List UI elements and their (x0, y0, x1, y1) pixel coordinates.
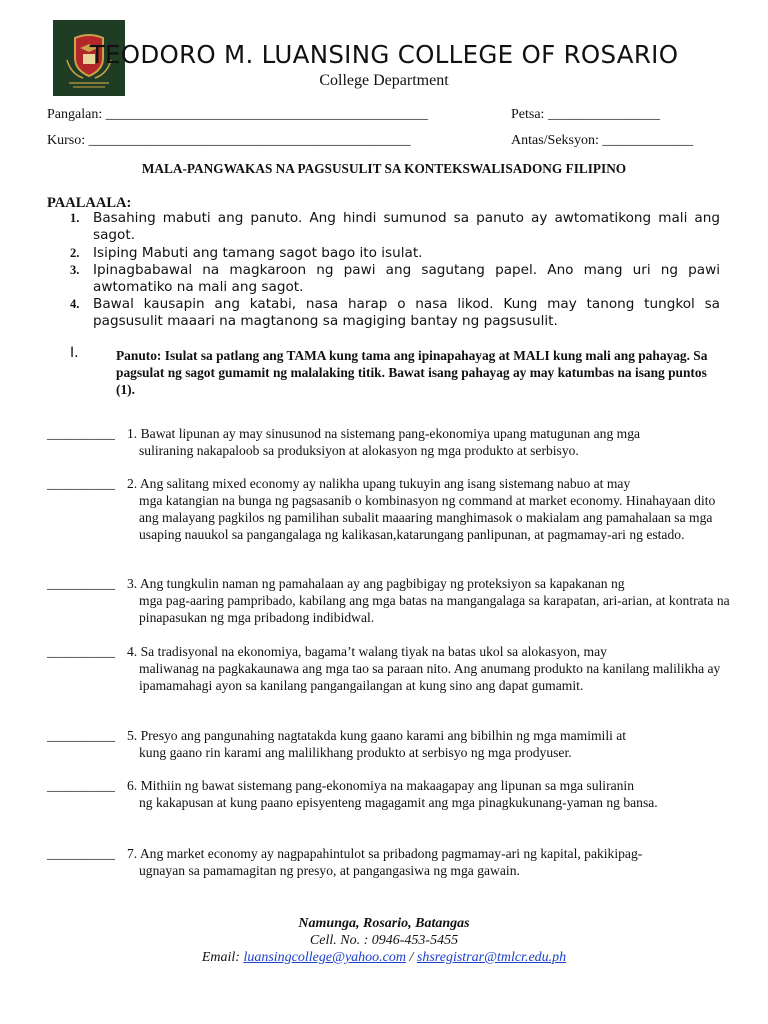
question-text-cont: suliraning nakapaloob sa produksiyon at alokasyon ng mga produkto at serbisyo. (139, 443, 579, 458)
reminder-item (70, 210, 720, 244)
course-field[interactable]: Kurso: ______________________________________________ (47, 133, 411, 148)
reminder-text: Basahing mabuti ang panuto. Ang hindi sumunod sa panuto ay awtomatikong mali ang sagot. (93, 210, 720, 243)
question-item (47, 845, 737, 879)
email-separator: / (406, 950, 417, 965)
question-item (47, 475, 737, 543)
email-link-1[interactable]: luansingcollege@yahoo.com (243, 950, 407, 965)
question-item (47, 777, 737, 811)
email-label: Email: (201, 950, 244, 965)
reminder-item (70, 296, 720, 330)
footer-address: Namunga, Rosario, Batangas (298, 916, 470, 931)
question-text: 7. Ang market economy ay nagpapahintulot sa pribadong pagmamay-ari ng kapital, pakikipag- (127, 846, 643, 861)
question-text: 3. Ang tungkulin naman ng pamahalaan ay ang pagbibigay ng proteksiyon sa kapakanan ng (127, 576, 625, 591)
footer-cell: Cell. No. : 0946-453-5455 (309, 933, 459, 948)
question-text-cont: mga pag-aaring pampribado, kabilang ang mga batas na mangangalaga sa karapatan, ari-arian, at kontrata na pinapasukan ng mga pribadong indibidwal. (139, 593, 730, 625)
answer-blank[interactable]: __________ (47, 576, 115, 591)
section-instructions: Panuto: Isulat sa patlang ang TAMA kung tama ang ipinapahayag at MALI kung mali ang pahayag. Sa pagsulat ng sagot gumamit ng malalaking titik. Bawat isang pahayag ay may katumbas na isang puntos (1). (116, 348, 708, 397)
reminder-number: 1. (70, 211, 80, 225)
question-text-cont: mga katangian na bunga ng pagsasanib o kombinasyon ng command at market economy. Hinahayaan dito ang malayang pagkilos ng pamilihan subalit maaaring manghimasok o makialam ang pamahalaan sa mga usaping nauukol sa pangangalaga ng kalikasan,katarungang panlipunan, at pagmamay-ari ng estado. (139, 493, 716, 542)
footer-email (0, 949, 768, 966)
reminder-item (70, 262, 720, 296)
name-field[interactable]: Pangalan: ______________________________________________ (47, 107, 428, 122)
question-text: 4. Sa tradisyonal na ekonomiya, bagama’t walang tiyak na batas ukol sa alokasyon, may (127, 644, 607, 659)
question-text-cont: ng kakapusan at kung paano episyenteng magagamit ang mga pinagkukunang-yaman ng bansa. (139, 795, 658, 810)
reminder-text: Ipinagbabawal na magkaroon ng pawi ang sagutang papel. Ano mang uri ng pawi awtomatiko na mali ang sagot. (93, 262, 720, 295)
department-name: College Department (319, 72, 449, 89)
question-text: 2. Ang salitang mixed economy ay nalikha upang tukuyin ang isang sistemang nabuo at may (127, 476, 631, 491)
answer-blank[interactable]: __________ (47, 426, 115, 441)
college-name: TEODORO M. LUANSING COLLEGE OF ROSARIO (89, 40, 679, 69)
exam-title: MALA-PANGWAKAS NA PAGSUSULIT SA KONTEKSWALISADONG FILIPINO (141, 161, 627, 176)
answer-blank[interactable]: __________ (47, 644, 115, 659)
section-number: I. (70, 345, 79, 361)
question-item (47, 425, 737, 459)
reminder-number: 4. (70, 297, 80, 311)
question-text: 6. Mithiin ng bawat sistemang pang-ekonomiya na makaagapay ang lipunan sa mga suliranin (127, 778, 634, 793)
date-field[interactable]: Petsa: ________________ (511, 107, 660, 122)
question-item (47, 643, 737, 694)
question-text: 5. Presyo ang pangunahing nagtatakda kung gaano karami ang bibilhin ng mga mamimili at (127, 728, 627, 743)
reminder-text: Bawal kausapin ang katabi, nasa harap o nasa likod. Kung may tanong tungkol sa pagsusulit maaari na magtanong sa magiging bantay ng pagsusulit. (93, 296, 720, 329)
reminder-item (70, 245, 720, 262)
question-item (47, 575, 737, 626)
reminder-number: 3. (70, 263, 80, 277)
question-text-cont: ugnayan sa pamamagitan ng presyo, at pangangasiwa ng mga gawain. (139, 863, 520, 878)
question-text-cont: kung gaano rin karami ang malilikhang produkto at serbisyo ng mga prodyuser. (139, 745, 572, 760)
section-field[interactable]: Antas/Seksyon: _____________ (511, 133, 694, 148)
question-text-cont: maliwanag na pagkakaunawa ang mga tao sa paraan nito. Ang anumang produkto na kanilang malilikha ay ipamamahagi ayon sa kanilang pangangailangan at kung sino ang dapat gumamit. (139, 661, 721, 693)
reminders-heading: PAALAALA: (47, 195, 132, 211)
reminder-text: Isiping Mabuti ang tamang sagot bago ito isulat. (93, 245, 423, 261)
question-text: 1. Bawat lipunan ay may sinusunod na sistemang pang-ekonomiya upang matugunan ang mga (127, 426, 641, 441)
email-link-2[interactable]: shsregistrar@tmlcr.edu.ph (416, 950, 567, 965)
reminder-number: 2. (70, 246, 80, 260)
answer-blank[interactable]: __________ (47, 476, 115, 491)
answer-blank[interactable]: __________ (47, 728, 115, 743)
answer-blank[interactable]: __________ (47, 778, 115, 793)
question-item (47, 727, 737, 761)
answer-blank[interactable]: __________ (47, 846, 115, 861)
